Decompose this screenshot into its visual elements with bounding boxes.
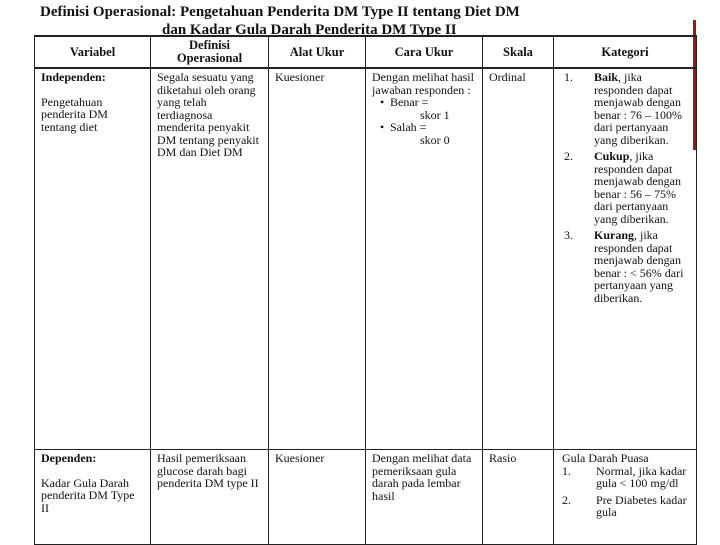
cell-skala: Rasio	[483, 450, 554, 545]
category-list	[562, 465, 692, 519]
category-list	[560, 71, 690, 304]
category-description: Normal, jika kadar gula < 100 mg/dl	[596, 463, 687, 490]
category-description: , jika responden dapat menjawab dengan benar : < 56% dari pertanyaan yang diberikan.	[594, 228, 684, 305]
cell-cara-ukur: Dengan melihat data pemeriksaan gula darah pada lembar hasil	[366, 450, 483, 545]
category-number: 2.	[564, 149, 573, 163]
category-description: , jika responden dapat menjawab dengan benar : 76 – 100% dari pertanyaan yang diberikan.	[594, 70, 682, 147]
score-option-value: skor 0	[420, 132, 450, 147]
cell-kategori	[554, 68, 697, 450]
column-header-alat-ukur: Alat Ukur	[269, 36, 366, 68]
cell-kategori	[554, 450, 697, 545]
list-item	[560, 71, 690, 146]
category-number: 1.	[564, 70, 573, 84]
title-line-2: dan Kadar Gula Darah Penderita DM Type II	[162, 22, 457, 38]
column-header-cara-ukur: Cara Ukur	[366, 36, 483, 68]
category-number: 1.	[562, 463, 571, 478]
category-label: Baik	[594, 70, 619, 84]
list-item	[560, 229, 690, 304]
list-item	[560, 150, 690, 225]
cell-alat-ukur: Kuesioner	[269, 450, 366, 545]
cara-ukur-text: Dengan melihat hasil jawaban responden :	[372, 70, 474, 97]
variable-name: Pengetahuan penderita DM tentang diet	[41, 94, 108, 134]
category-heading: Gula Darah Puasa	[562, 451, 649, 465]
title-line-1: Definisi Operasional: Pengetahuan Penderita DM Type II tentang Diet DM	[40, 4, 520, 20]
score-option-label: Salah =	[390, 120, 427, 134]
category-description: , jika responden dapat menjawab dengan benar : 56 – 75% dari pertanyaan yang diberikan.	[594, 149, 681, 226]
category-label: Kurang	[594, 228, 635, 242]
cell-definisi: Segala sesuatu yang diketahui oleh orang yang telah terdiagnosa menderita penyakit DM tentang penyakit DM dan Diet DM	[151, 68, 269, 450]
cell-variabel	[35, 68, 151, 450]
category-number: 3.	[564, 228, 573, 242]
variable-name: Kadar Gula Darah penderita DM Type II	[41, 475, 135, 515]
score-list	[372, 96, 476, 146]
list-item	[380, 121, 476, 146]
column-header-kategori: Kategori	[554, 36, 697, 68]
list-item	[562, 465, 692, 490]
cell-skala: Ordinal	[483, 68, 554, 450]
table-header-row	[35, 36, 697, 68]
column-header-skala: Skala	[483, 36, 554, 68]
column-header-definisi: Definisi Operasional	[151, 36, 269, 68]
score-option-value: skor 1	[420, 107, 450, 122]
cell-definisi: Hasil pemeriksaan glucose darah bagi penderita DM type II	[151, 450, 269, 545]
document-title	[40, 3, 690, 39]
variable-type-label: Independen:	[41, 70, 106, 84]
variable-type-label: Dependen:	[41, 451, 97, 465]
cell-cara-ukur	[366, 68, 483, 450]
category-label: Cukup	[594, 149, 630, 163]
table-row	[35, 450, 697, 545]
list-item	[562, 494, 692, 519]
cell-variabel	[35, 450, 151, 545]
cell-alat-ukur: Kuesioner	[269, 68, 366, 450]
definition-table	[34, 35, 697, 545]
category-number: 2.	[562, 492, 571, 507]
score-option-label: Benar =	[390, 95, 429, 109]
column-header-variabel: Variabel	[35, 36, 151, 68]
table-row	[35, 68, 697, 450]
category-description: Pre Diabetes kadar gula	[596, 492, 687, 519]
list-item	[380, 96, 476, 121]
